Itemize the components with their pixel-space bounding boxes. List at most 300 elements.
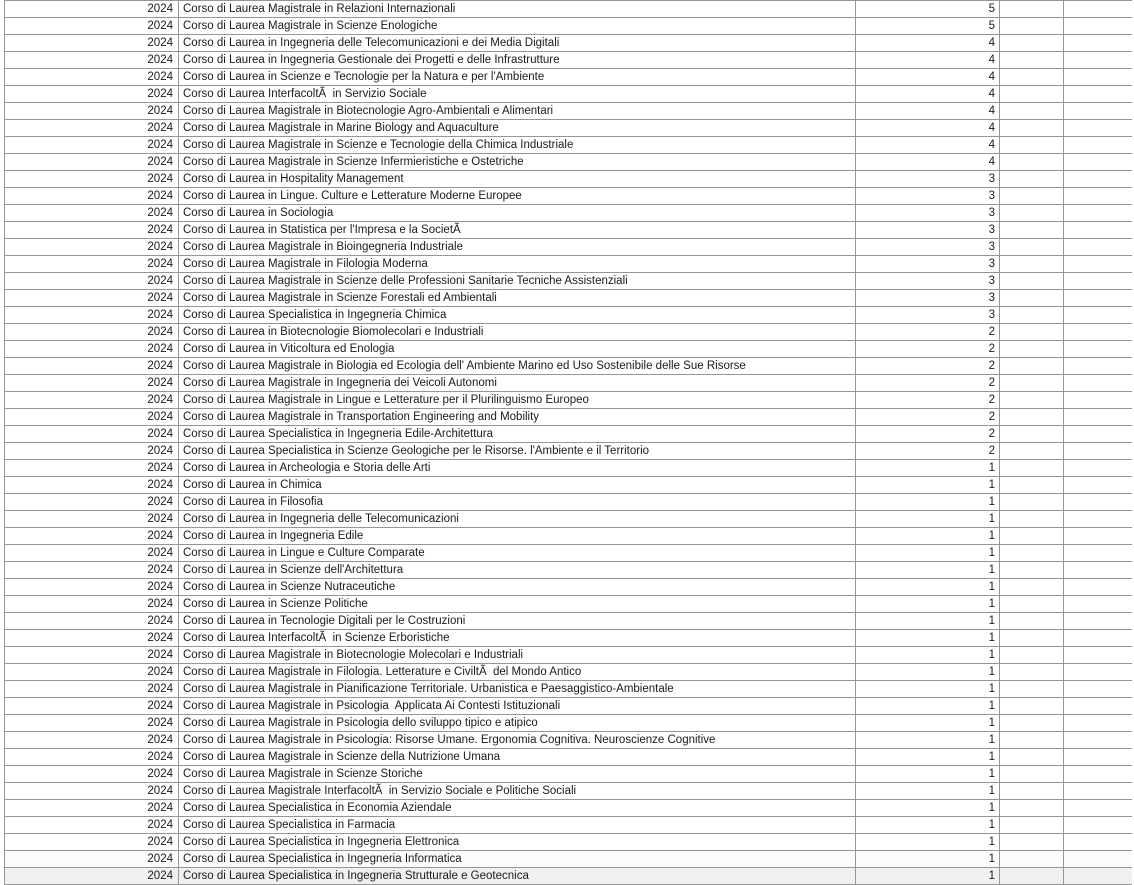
empty-cell[interactable] bbox=[1064, 205, 1132, 222]
table-row bbox=[5, 613, 1132, 630]
empty-cell[interactable] bbox=[1000, 579, 1064, 596]
course-cell[interactable]: Corso di Laurea in Biotecnologie Biomolecolari e Industriali bbox=[179, 324, 856, 341]
empty-cell[interactable] bbox=[1000, 715, 1064, 732]
course-cell[interactable]: Corso di Laurea Specialistica in Ingegneria Informatica bbox=[179, 851, 856, 868]
year-cell[interactable]: 2024 bbox=[5, 205, 179, 222]
course-cell[interactable]: Corso di Laurea in Ingegneria delle Telecomunicazioni bbox=[179, 511, 856, 528]
table-row bbox=[5, 239, 1132, 256]
empty-cell[interactable] bbox=[1000, 86, 1064, 103]
table-row bbox=[5, 715, 1132, 732]
empty-cell[interactable] bbox=[1000, 613, 1064, 630]
empty-cell[interactable] bbox=[1000, 443, 1064, 460]
empty-cell[interactable] bbox=[1000, 256, 1064, 273]
year-cell[interactable]: 2024 bbox=[5, 154, 179, 171]
empty-cell[interactable] bbox=[1000, 817, 1064, 834]
empty-cell[interactable] bbox=[1000, 103, 1064, 120]
count-cell[interactable]: 1 bbox=[856, 647, 1000, 664]
count-cell[interactable]: 2 bbox=[856, 375, 1000, 392]
count-cell[interactable]: 1 bbox=[856, 545, 1000, 562]
count-cell[interactable]: 4 bbox=[856, 52, 1000, 69]
table-row bbox=[5, 188, 1132, 205]
year-cell[interactable]: 2024 bbox=[5, 834, 179, 851]
count-cell[interactable]: 4 bbox=[856, 120, 1000, 137]
table-row bbox=[5, 35, 1132, 52]
empty-cell[interactable] bbox=[1064, 222, 1132, 239]
year-cell[interactable]: 2024 bbox=[5, 494, 179, 511]
count-cell[interactable]: 1 bbox=[856, 851, 1000, 868]
count-cell[interactable]: 1 bbox=[856, 596, 1000, 613]
count-cell[interactable]: 1 bbox=[856, 460, 1000, 477]
course-cell[interactable]: Corso di Laurea Specialistica in Ingegneria Strutturale e Geotecnica bbox=[179, 868, 856, 885]
year-cell[interactable]: 2024 bbox=[5, 749, 179, 766]
empty-cell[interactable] bbox=[1064, 358, 1132, 375]
count-cell[interactable]: 1 bbox=[856, 630, 1000, 647]
empty-cell[interactable] bbox=[1000, 324, 1064, 341]
year-cell[interactable]: 2024 bbox=[5, 52, 179, 69]
course-cell[interactable]: Corso di Laurea in Ingegneria delle Telecomunicazioni e dei Media Digitali bbox=[179, 35, 856, 52]
year-cell[interactable]: 2024 bbox=[5, 341, 179, 358]
count-cell[interactable]: 1 bbox=[856, 817, 1000, 834]
year-cell[interactable]: 2024 bbox=[5, 290, 179, 307]
table-row bbox=[5, 290, 1132, 307]
count-cell[interactable]: 4 bbox=[856, 35, 1000, 52]
table-row bbox=[5, 545, 1132, 562]
count-cell[interactable]: 3 bbox=[856, 205, 1000, 222]
course-cell[interactable]: Corso di Laurea in Chimica bbox=[179, 477, 856, 494]
course-cell[interactable]: Corso di Laurea Magistrale in Ingegneria dei Veicoli Autonomi bbox=[179, 375, 856, 392]
empty-cell[interactable] bbox=[1000, 766, 1064, 783]
empty-cell[interactable] bbox=[1000, 630, 1064, 647]
year-cell[interactable]: 2024 bbox=[5, 562, 179, 579]
empty-cell[interactable] bbox=[1064, 732, 1132, 749]
year-cell[interactable]: 2024 bbox=[5, 324, 179, 341]
table-row bbox=[5, 154, 1132, 171]
year-cell[interactable]: 2024 bbox=[5, 800, 179, 817]
year-cell[interactable]: 2024 bbox=[5, 273, 179, 290]
empty-cell[interactable] bbox=[1000, 834, 1064, 851]
empty-cell[interactable] bbox=[1064, 290, 1132, 307]
year-cell[interactable]: 2024 bbox=[5, 18, 179, 35]
empty-cell[interactable] bbox=[1000, 868, 1064, 885]
course-cell[interactable]: Corso di Laurea in Sociologia bbox=[179, 205, 856, 222]
course-cell[interactable]: Corso di Laurea in Lingue. Culture e Letterature Moderne Europee bbox=[179, 188, 856, 205]
count-cell[interactable]: 4 bbox=[856, 86, 1000, 103]
empty-cell[interactable] bbox=[1064, 800, 1132, 817]
table-row bbox=[5, 579, 1132, 596]
year-cell[interactable]: 2024 bbox=[5, 579, 179, 596]
empty-cell[interactable] bbox=[1064, 137, 1132, 154]
year-cell[interactable]: 2024 bbox=[5, 613, 179, 630]
empty-cell[interactable] bbox=[1000, 681, 1064, 698]
empty-cell[interactable] bbox=[1064, 171, 1132, 188]
empty-cell[interactable] bbox=[1064, 647, 1132, 664]
course-cell[interactable]: Corso di Laurea Magistrale in Filologia Moderna bbox=[179, 256, 856, 273]
empty-cell[interactable] bbox=[1000, 137, 1064, 154]
empty-cell[interactable] bbox=[1000, 1, 1064, 18]
year-cell[interactable]: 2024 bbox=[5, 69, 179, 86]
table-row bbox=[5, 732, 1132, 749]
count-cell[interactable]: 1 bbox=[856, 562, 1000, 579]
count-cell[interactable]: 1 bbox=[856, 681, 1000, 698]
count-cell[interactable]: 2 bbox=[856, 426, 1000, 443]
table-row bbox=[5, 324, 1132, 341]
empty-cell[interactable] bbox=[1000, 732, 1064, 749]
count-cell[interactable]: 3 bbox=[856, 188, 1000, 205]
course-cell[interactable]: Corso di Laurea Specialistica in Ingegneria Elettronica bbox=[179, 834, 856, 851]
count-cell[interactable]: 2 bbox=[856, 409, 1000, 426]
year-cell[interactable]: 2024 bbox=[5, 545, 179, 562]
courses-table-body bbox=[5, 1, 1132, 885]
empty-cell[interactable] bbox=[1064, 103, 1132, 120]
year-cell[interactable]: 2024 bbox=[5, 511, 179, 528]
empty-cell[interactable] bbox=[1064, 120, 1132, 137]
count-cell[interactable]: 5 bbox=[856, 18, 1000, 35]
empty-cell[interactable] bbox=[1000, 307, 1064, 324]
empty-cell[interactable] bbox=[1000, 800, 1064, 817]
empty-cell[interactable] bbox=[1064, 341, 1132, 358]
year-cell[interactable]: 2024 bbox=[5, 120, 179, 137]
course-cell[interactable]: Corso di Laurea Magistrale in Psicologia dello sviluppo tipico e atipico bbox=[179, 715, 856, 732]
course-cell[interactable]: Corso di Laurea Magistrale in Scienze delle Professioni Sanitarie Tecniche Assistenziali bbox=[179, 273, 856, 290]
course-cell[interactable]: Corso di Laurea Specialistica in Scienze Geologiche per le Risorse. l'Ambiente e il Territorio bbox=[179, 443, 856, 460]
count-cell[interactable]: 3 bbox=[856, 290, 1000, 307]
year-cell[interactable]: 2024 bbox=[5, 596, 179, 613]
table-row bbox=[5, 103, 1132, 120]
year-cell[interactable]: 2024 bbox=[5, 256, 179, 273]
course-cell[interactable]: Corso di Laurea Magistrale in Bioingegneria Industriale bbox=[179, 239, 856, 256]
table-row bbox=[5, 460, 1132, 477]
table-row bbox=[5, 358, 1132, 375]
empty-cell[interactable] bbox=[1064, 35, 1132, 52]
count-cell[interactable]: 1 bbox=[856, 528, 1000, 545]
course-cell[interactable]: Corso di Laurea in Statistica per l'Impresa e la SocietÃ bbox=[179, 222, 856, 239]
year-cell[interactable]: 2024 bbox=[5, 392, 179, 409]
empty-cell[interactable] bbox=[1000, 154, 1064, 171]
count-cell[interactable]: 3 bbox=[856, 307, 1000, 324]
empty-cell[interactable] bbox=[1000, 562, 1064, 579]
table-row bbox=[5, 749, 1132, 766]
table-row bbox=[5, 341, 1132, 358]
empty-cell[interactable] bbox=[1064, 324, 1132, 341]
year-cell[interactable]: 2024 bbox=[5, 664, 179, 681]
empty-cell[interactable] bbox=[1000, 69, 1064, 86]
empty-cell[interactable] bbox=[1064, 443, 1132, 460]
empty-cell[interactable] bbox=[1064, 868, 1132, 885]
year-cell[interactable]: 2024 bbox=[5, 715, 179, 732]
course-cell[interactable]: Corso di Laurea in Scienze Nutraceutiche bbox=[179, 579, 856, 596]
course-cell[interactable]: Corso di Laurea in Archeologia e Storia delle Arti bbox=[179, 460, 856, 477]
year-cell[interactable]: 2024 bbox=[5, 103, 179, 120]
empty-cell[interactable] bbox=[1064, 851, 1132, 868]
count-cell[interactable]: 1 bbox=[856, 579, 1000, 596]
empty-cell[interactable] bbox=[1064, 256, 1132, 273]
year-cell[interactable]: 2024 bbox=[5, 35, 179, 52]
empty-cell[interactable] bbox=[1064, 698, 1132, 715]
empty-cell[interactable] bbox=[1000, 494, 1064, 511]
table-row bbox=[5, 511, 1132, 528]
course-cell[interactable]: Corso di Laurea Magistrale in Psicologia: Risorse Umane. Ergonomia Cognitiva. Neuroscienze Cognitive bbox=[179, 732, 856, 749]
course-cell[interactable]: Corso di Laurea Magistrale in Transportation Engineering and Mobility bbox=[179, 409, 856, 426]
empty-cell[interactable] bbox=[1000, 749, 1064, 766]
count-cell[interactable]: 1 bbox=[856, 715, 1000, 732]
empty-cell[interactable] bbox=[1000, 35, 1064, 52]
course-cell[interactable]: Corso di Laurea Specialistica in Ingegneria Edile-Architettura bbox=[179, 426, 856, 443]
year-cell[interactable]: 2024 bbox=[5, 239, 179, 256]
empty-cell[interactable] bbox=[1064, 52, 1132, 69]
year-cell[interactable]: 2024 bbox=[5, 443, 179, 460]
empty-cell[interactable] bbox=[1000, 205, 1064, 222]
course-cell[interactable]: Corso di Laurea Specialistica in Farmacia bbox=[179, 817, 856, 834]
table-row bbox=[5, 273, 1132, 290]
count-cell[interactable]: 3 bbox=[856, 171, 1000, 188]
course-cell[interactable]: Corso di Laurea Specialistica in Ingegneria Chimica bbox=[179, 307, 856, 324]
table-row bbox=[5, 120, 1132, 137]
empty-cell[interactable] bbox=[1000, 545, 1064, 562]
empty-cell[interactable] bbox=[1000, 222, 1064, 239]
course-cell[interactable]: Corso di Laurea Magistrale in Scienze della Nutrizione Umana bbox=[179, 749, 856, 766]
year-cell[interactable]: 2024 bbox=[5, 647, 179, 664]
empty-cell[interactable] bbox=[1064, 154, 1132, 171]
year-cell[interactable]: 2024 bbox=[5, 137, 179, 154]
count-cell[interactable]: 2 bbox=[856, 443, 1000, 460]
empty-cell[interactable] bbox=[1000, 783, 1064, 800]
empty-cell[interactable] bbox=[1064, 630, 1132, 647]
empty-cell[interactable] bbox=[1000, 341, 1064, 358]
year-cell[interactable]: 2024 bbox=[5, 851, 179, 868]
empty-cell[interactable] bbox=[1000, 460, 1064, 477]
year-cell[interactable]: 2024 bbox=[5, 375, 179, 392]
course-cell[interactable]: Corso di Laurea in Filosofia bbox=[179, 494, 856, 511]
empty-cell[interactable] bbox=[1064, 511, 1132, 528]
year-cell[interactable]: 2024 bbox=[5, 222, 179, 239]
year-cell[interactable]: 2024 bbox=[5, 460, 179, 477]
count-cell[interactable]: 3 bbox=[856, 239, 1000, 256]
count-cell[interactable]: 1 bbox=[856, 698, 1000, 715]
course-cell[interactable]: Corso di Laurea in Ingegneria Gestionale dei Progetti e delle Infrastrutture bbox=[179, 52, 856, 69]
table-row bbox=[5, 392, 1132, 409]
year-cell[interactable]: 2024 bbox=[5, 477, 179, 494]
course-cell[interactable]: Corso di Laurea Magistrale in Biologia ed Ecologia dell' Ambiente Marino ed Uso Sostenibile delle Sue Risorse bbox=[179, 358, 856, 375]
count-cell[interactable]: 3 bbox=[856, 222, 1000, 239]
empty-cell[interactable] bbox=[1064, 834, 1132, 851]
course-cell[interactable]: Corso di Laurea Magistrale in Filologia. Letterature e CiviltÃ del Mondo Antico bbox=[179, 664, 856, 681]
count-cell[interactable]: 1 bbox=[856, 749, 1000, 766]
count-cell[interactable]: 1 bbox=[856, 800, 1000, 817]
empty-cell[interactable] bbox=[1000, 647, 1064, 664]
empty-cell[interactable] bbox=[1064, 664, 1132, 681]
empty-cell[interactable] bbox=[1064, 545, 1132, 562]
empty-cell[interactable] bbox=[1064, 766, 1132, 783]
empty-cell[interactable] bbox=[1064, 562, 1132, 579]
table-row bbox=[5, 817, 1132, 834]
year-cell[interactable]: 2024 bbox=[5, 783, 179, 800]
course-cell[interactable]: Corso di Laurea in Scienze Politiche bbox=[179, 596, 856, 613]
count-cell[interactable]: 1 bbox=[856, 732, 1000, 749]
course-cell[interactable]: Corso di Laurea InterfacoltÃ in Servizio Sociale bbox=[179, 86, 856, 103]
table-row bbox=[5, 596, 1132, 613]
year-cell[interactable]: 2024 bbox=[5, 86, 179, 103]
empty-cell[interactable] bbox=[1064, 239, 1132, 256]
course-cell[interactable]: Corso di Laurea Magistrale in Scienze Forestali ed Ambientali bbox=[179, 290, 856, 307]
year-cell[interactable]: 2024 bbox=[5, 426, 179, 443]
table-row bbox=[5, 783, 1132, 800]
count-cell[interactable]: 1 bbox=[856, 664, 1000, 681]
count-cell[interactable]: 2 bbox=[856, 358, 1000, 375]
course-cell[interactable]: Corso di Laurea Magistrale in Biotecnologie Molecolari e Industriali bbox=[179, 647, 856, 664]
empty-cell[interactable] bbox=[1000, 52, 1064, 69]
empty-cell[interactable] bbox=[1064, 18, 1132, 35]
count-cell[interactable]: 2 bbox=[856, 324, 1000, 341]
year-cell[interactable]: 2024 bbox=[5, 358, 179, 375]
table-row bbox=[5, 851, 1132, 868]
course-cell[interactable]: Corso di Laurea Magistrale in Relazioni Internazionali bbox=[179, 1, 856, 18]
empty-cell[interactable] bbox=[1000, 290, 1064, 307]
year-cell[interactable]: 2024 bbox=[5, 1, 179, 18]
empty-cell[interactable] bbox=[1064, 817, 1132, 834]
table-row bbox=[5, 307, 1132, 324]
empty-cell[interactable] bbox=[1064, 715, 1132, 732]
empty-cell[interactable] bbox=[1000, 120, 1064, 137]
count-cell[interactable]: 3 bbox=[856, 273, 1000, 290]
course-cell[interactable]: Corso di Laurea in Hospitality Management bbox=[179, 171, 856, 188]
course-cell[interactable]: Corso di Laurea Magistrale in Lingue e Letterature per il Plurilinguismo Europeo bbox=[179, 392, 856, 409]
empty-cell[interactable] bbox=[1064, 307, 1132, 324]
course-cell[interactable]: Corso di Laurea in Viticoltura ed Enologia bbox=[179, 341, 856, 358]
empty-cell[interactable] bbox=[1064, 596, 1132, 613]
empty-cell[interactable] bbox=[1064, 86, 1132, 103]
course-cell[interactable]: Corso di Laurea Magistrale in Biotecnologie Agro-Ambientali e Alimentari bbox=[179, 103, 856, 120]
empty-cell[interactable] bbox=[1064, 273, 1132, 290]
empty-cell[interactable] bbox=[1000, 239, 1064, 256]
count-cell[interactable]: 4 bbox=[856, 154, 1000, 171]
course-cell[interactable]: Corso di Laurea Magistrale in Scienze Infermieristiche e Ostetriche bbox=[179, 154, 856, 171]
empty-cell[interactable] bbox=[1064, 375, 1132, 392]
table-row bbox=[5, 868, 1132, 885]
empty-cell[interactable] bbox=[1064, 749, 1132, 766]
course-cell[interactable]: Corso di Laurea Specialistica in Economia Aziendale bbox=[179, 800, 856, 817]
count-cell[interactable]: 1 bbox=[856, 834, 1000, 851]
table-row bbox=[5, 477, 1132, 494]
count-cell[interactable]: 1 bbox=[856, 613, 1000, 630]
table-row bbox=[5, 800, 1132, 817]
table-row bbox=[5, 647, 1132, 664]
year-cell[interactable]: 2024 bbox=[5, 766, 179, 783]
empty-cell[interactable] bbox=[1064, 579, 1132, 596]
table-row bbox=[5, 1, 1132, 18]
count-cell[interactable]: 1 bbox=[856, 494, 1000, 511]
empty-cell[interactable] bbox=[1000, 392, 1064, 409]
year-cell[interactable]: 2024 bbox=[5, 868, 179, 885]
empty-cell[interactable] bbox=[1064, 494, 1132, 511]
year-cell[interactable]: 2024 bbox=[5, 171, 179, 188]
year-cell[interactable]: 2024 bbox=[5, 698, 179, 715]
table-row bbox=[5, 562, 1132, 579]
empty-cell[interactable] bbox=[1000, 18, 1064, 35]
course-cell[interactable]: Corso di Laurea in Scienze e Tecnologie per la Natura e per l'Ambiente bbox=[179, 69, 856, 86]
empty-cell[interactable] bbox=[1064, 426, 1132, 443]
course-cell[interactable]: Corso di Laurea in Lingue e Culture Comparate bbox=[179, 545, 856, 562]
course-cell[interactable]: Corso di Laurea Magistrale in Psicologia Applicata Ai Contesti Istituzionali bbox=[179, 698, 856, 715]
year-cell[interactable]: 2024 bbox=[5, 732, 179, 749]
count-cell[interactable]: 1 bbox=[856, 766, 1000, 783]
empty-cell[interactable] bbox=[1000, 528, 1064, 545]
empty-cell[interactable] bbox=[1064, 528, 1132, 545]
year-cell[interactable]: 2024 bbox=[5, 409, 179, 426]
table-row bbox=[5, 222, 1132, 239]
course-cell[interactable]: Corso di Laurea InterfacoltÃ in Scienze Erboristiche bbox=[179, 630, 856, 647]
count-cell[interactable]: 2 bbox=[856, 392, 1000, 409]
empty-cell[interactable] bbox=[1000, 511, 1064, 528]
count-cell[interactable]: 3 bbox=[856, 256, 1000, 273]
count-cell[interactable]: 1 bbox=[856, 477, 1000, 494]
course-cell[interactable]: Corso di Laurea Magistrale in Pianificazione Territoriale. Urbanistica e Paesaggistico-Ambientale bbox=[179, 681, 856, 698]
empty-cell[interactable] bbox=[1000, 273, 1064, 290]
year-cell[interactable]: 2024 bbox=[5, 188, 179, 205]
empty-cell[interactable] bbox=[1000, 358, 1064, 375]
empty-cell[interactable] bbox=[1000, 375, 1064, 392]
table-row bbox=[5, 171, 1132, 188]
empty-cell[interactable] bbox=[1064, 783, 1132, 800]
table-row bbox=[5, 834, 1132, 851]
empty-cell[interactable] bbox=[1000, 188, 1064, 205]
course-cell[interactable]: Corso di Laurea in Tecnologie Digitali per le Costruzioni bbox=[179, 613, 856, 630]
empty-cell[interactable] bbox=[1000, 409, 1064, 426]
table-row bbox=[5, 86, 1132, 103]
course-cell[interactable]: Corso di Laurea Magistrale in Scienze e Tecnologie della Chimica Industriale bbox=[179, 137, 856, 154]
table-row bbox=[5, 137, 1132, 154]
table-row bbox=[5, 528, 1132, 545]
empty-cell[interactable] bbox=[1064, 188, 1132, 205]
course-cell[interactable]: Corso di Laurea in Ingegneria Edile bbox=[179, 528, 856, 545]
empty-cell[interactable] bbox=[1064, 460, 1132, 477]
empty-cell[interactable] bbox=[1000, 171, 1064, 188]
table-row bbox=[5, 681, 1132, 698]
course-cell[interactable]: Corso di Laurea Magistrale InterfacoltÃ in Servizio Sociale e Politiche Sociali bbox=[179, 783, 856, 800]
empty-cell[interactable] bbox=[1000, 851, 1064, 868]
count-cell[interactable]: 1 bbox=[856, 783, 1000, 800]
empty-cell[interactable] bbox=[1064, 69, 1132, 86]
count-cell[interactable]: 2 bbox=[856, 341, 1000, 358]
course-cell[interactable]: Corso di Laurea Magistrale in Scienze Enologiche bbox=[179, 18, 856, 35]
table-row bbox=[5, 443, 1132, 460]
empty-cell[interactable] bbox=[1064, 392, 1132, 409]
year-cell[interactable]: 2024 bbox=[5, 817, 179, 834]
count-cell[interactable]: 1 bbox=[856, 511, 1000, 528]
course-cell[interactable]: Corso di Laurea in Scienze dell'Architettura bbox=[179, 562, 856, 579]
year-cell[interactable]: 2024 bbox=[5, 307, 179, 324]
empty-cell[interactable] bbox=[1064, 1, 1132, 18]
empty-cell[interactable] bbox=[1064, 409, 1132, 426]
course-cell[interactable]: Corso di Laurea Magistrale in Scienze Storiche bbox=[179, 766, 856, 783]
empty-cell[interactable] bbox=[1000, 426, 1064, 443]
empty-cell[interactable] bbox=[1000, 477, 1064, 494]
count-cell[interactable]: 4 bbox=[856, 69, 1000, 86]
course-cell[interactable]: Corso di Laurea Magistrale in Marine Biology and Aquaculture bbox=[179, 120, 856, 137]
empty-cell[interactable] bbox=[1064, 477, 1132, 494]
count-cell[interactable]: 4 bbox=[856, 103, 1000, 120]
empty-cell[interactable] bbox=[1000, 698, 1064, 715]
empty-cell[interactable] bbox=[1000, 596, 1064, 613]
count-cell[interactable]: 1 bbox=[856, 868, 1000, 885]
count-cell[interactable]: 4 bbox=[856, 137, 1000, 154]
year-cell[interactable]: 2024 bbox=[5, 630, 179, 647]
year-cell[interactable]: 2024 bbox=[5, 528, 179, 545]
empty-cell[interactable] bbox=[1064, 681, 1132, 698]
empty-cell[interactable] bbox=[1064, 613, 1132, 630]
year-cell[interactable]: 2024 bbox=[5, 681, 179, 698]
empty-cell[interactable] bbox=[1000, 664, 1064, 681]
count-cell[interactable]: 5 bbox=[856, 1, 1000, 18]
